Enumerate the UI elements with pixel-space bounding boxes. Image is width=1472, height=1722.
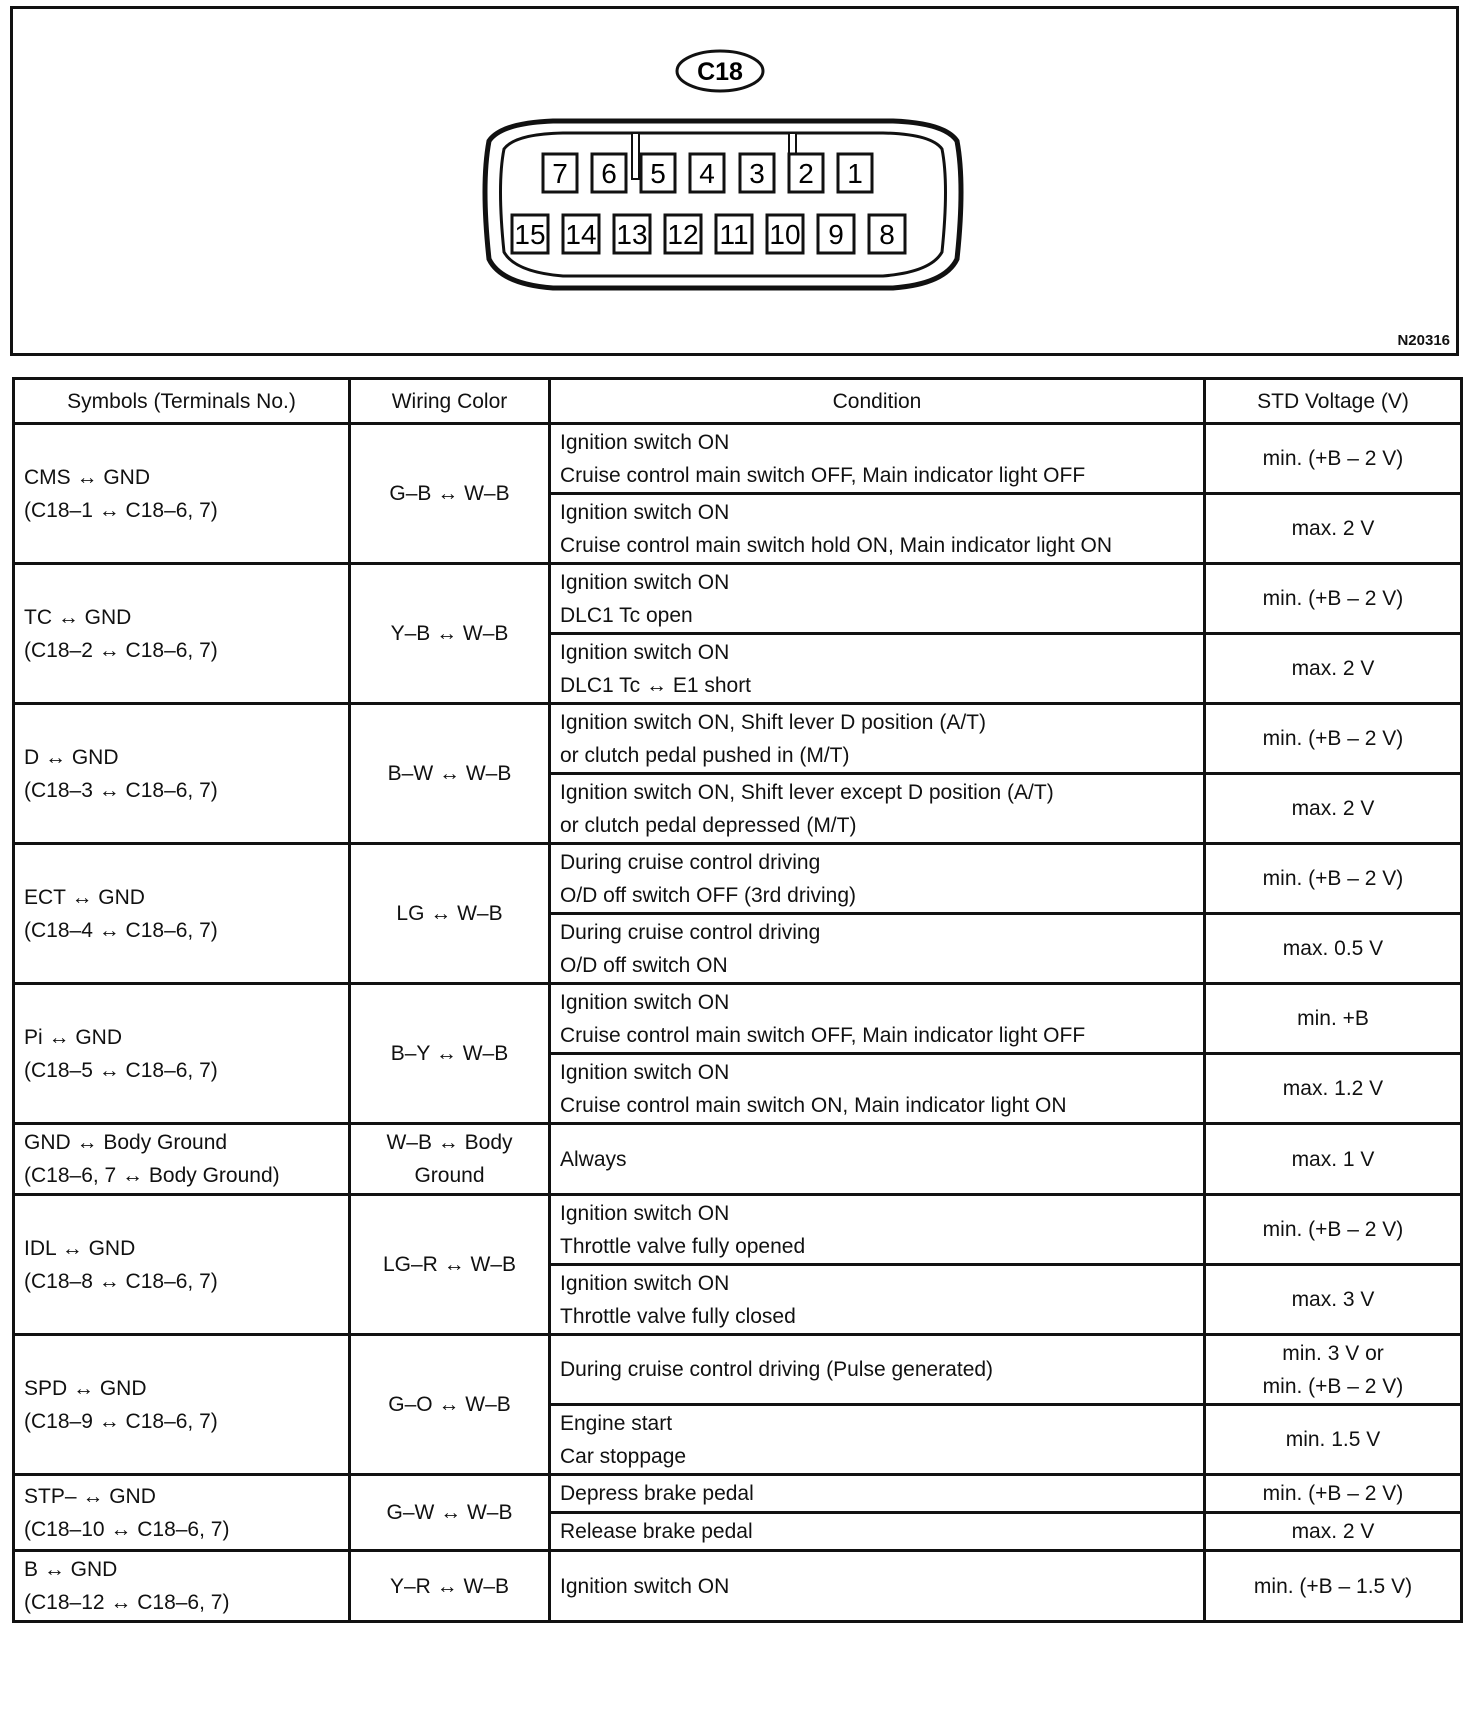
voltage-line: min. 1.5 V xyxy=(1285,1428,1381,1451)
terminal-10-label: 10 xyxy=(769,219,801,250)
condition-line: Cruise control main switch OFF, Main indicator light OFF xyxy=(560,1023,1086,1047)
symbol-line: (C18–4 ↔ C18–6, 7) xyxy=(24,918,218,942)
table-row xyxy=(14,1335,1462,1405)
condition-cell xyxy=(550,494,1205,564)
wiring-color-line: G–B ↔ W–B xyxy=(389,482,510,505)
terminal-9-label: 9 xyxy=(828,219,844,250)
condition-line: Release brake pedal xyxy=(560,1520,753,1543)
terminal-8-label: 8 xyxy=(879,219,895,250)
symbol-line: D ↔ GND xyxy=(24,745,119,769)
condition-cell xyxy=(550,1475,1205,1513)
voltage-cell xyxy=(1205,1195,1462,1265)
symbol-line: CMS ↔ GND xyxy=(24,465,150,489)
table-header-row xyxy=(14,379,1462,424)
key-tab-left xyxy=(632,133,639,179)
table-row xyxy=(14,1551,1462,1622)
symbol-line: (C18–1 ↔ C18–6, 7) xyxy=(24,498,218,522)
voltage-line: min. (+B – 2 V) xyxy=(1262,1482,1404,1505)
voltage-cell xyxy=(1205,984,1462,1054)
wiring-color-line: Y–R ↔ W–B xyxy=(389,1574,510,1598)
header-condition: Condition xyxy=(550,379,1205,424)
terminal-6-label: 6 xyxy=(601,158,617,189)
terminal-11-label: 11 xyxy=(719,219,749,250)
header-std-voltage: STD Voltage (V) xyxy=(1205,379,1462,424)
condition-line: O/D off switch ON xyxy=(560,953,728,977)
voltage-cell xyxy=(1205,1551,1462,1622)
condition-cell xyxy=(550,1124,1205,1195)
condition-line: During cruise control driving (Pulse generated) xyxy=(560,1358,994,1381)
table-row xyxy=(14,1475,1462,1513)
condition-line: Ignition switch ON xyxy=(560,500,730,524)
condition-line: Ignition switch ON xyxy=(560,1574,730,1598)
condition-cell xyxy=(550,1054,1205,1124)
terminal-7-label: 7 xyxy=(552,158,568,189)
wiring-color-line: LG ↔ W–B xyxy=(396,902,503,925)
voltage-line: min. (+B – 2 V) xyxy=(1262,1374,1404,1398)
voltage-cell xyxy=(1205,1054,1462,1124)
terminal-5-label: 5 xyxy=(650,158,666,189)
condition-cell xyxy=(550,1513,1205,1551)
condition-line: Ignition switch ON xyxy=(560,1060,730,1084)
connector-label: C18 xyxy=(697,58,743,86)
header-wiring-color: Wiring Color xyxy=(350,379,550,424)
condition-line: Always xyxy=(560,1147,627,1171)
wiring-color-cell xyxy=(350,1475,550,1551)
condition-cell xyxy=(550,914,1205,984)
voltage-cell xyxy=(1205,1475,1462,1513)
condition-line: Cruise control main switch OFF, Main indicator light OFF xyxy=(560,463,1086,487)
condition-cell xyxy=(550,844,1205,914)
terminal-2-label: 2 xyxy=(798,158,814,189)
symbol-cell xyxy=(14,844,350,984)
table-row xyxy=(14,564,1462,634)
symbol-cell xyxy=(14,1475,350,1551)
terminal-13-label: 13 xyxy=(616,219,648,250)
condition-cell xyxy=(550,704,1205,774)
wiring-color-cell xyxy=(350,984,550,1124)
condition-cell xyxy=(550,1195,1205,1265)
symbol-cell xyxy=(14,1124,350,1195)
wiring-color-line: LG–R ↔ W–B xyxy=(382,1253,517,1276)
symbol-line: (C18–6, 7 ↔ Body Ground) xyxy=(24,1164,280,1187)
condition-cell xyxy=(550,424,1205,494)
voltage-cell xyxy=(1205,704,1462,774)
wiring-color-line: B–W ↔ W–B xyxy=(387,762,512,785)
condition-line: Ignition switch ON, Shift lever except D position (A/T) xyxy=(560,780,1054,804)
symbol-cell xyxy=(14,1335,350,1475)
voltage-line: max. 2 V xyxy=(1291,1520,1375,1543)
condition-line: Ignition switch ON xyxy=(560,1271,730,1295)
terminal-14-label: 14 xyxy=(565,219,597,250)
table-row xyxy=(14,424,1462,494)
symbol-line: (C18–9 ↔ C18–6, 7) xyxy=(24,1409,218,1433)
symbol-line: TC ↔ GND xyxy=(24,605,132,629)
terminal-4-label: 4 xyxy=(699,158,715,189)
symbol-line: (C18–5 ↔ C18–6, 7) xyxy=(24,1058,218,1082)
voltage-line: min. (+B – 2 V) xyxy=(1262,587,1404,610)
wiring-color-cell xyxy=(350,1335,550,1475)
voltage-line: min. (+B – 1.5 V) xyxy=(1253,1574,1413,1598)
wiring-color-cell xyxy=(350,1124,550,1195)
symbol-cell xyxy=(14,1551,350,1622)
condition-cell xyxy=(550,1265,1205,1335)
figure-code: N20316 xyxy=(1397,332,1450,349)
table-row xyxy=(14,1195,1462,1265)
voltage-line: max. 2 V xyxy=(1291,657,1375,680)
voltage-spec-table xyxy=(12,377,1463,1623)
condition-cell xyxy=(550,1405,1205,1475)
wiring-color-cell xyxy=(350,844,550,984)
wiring-color-line: W–B ↔ Body xyxy=(386,1131,513,1154)
connector-diagram xyxy=(10,6,1459,356)
wiring-color-cell xyxy=(350,1551,550,1622)
condition-line: Ignition switch ON xyxy=(560,990,730,1014)
condition-line: Engine start xyxy=(560,1411,673,1435)
symbol-line: STP– ↔ GND xyxy=(24,1484,156,1508)
voltage-line: max. 1.2 V xyxy=(1282,1077,1384,1100)
wiring-color-cell xyxy=(350,424,550,564)
condition-line: Cruise control main switch ON, Main indicator light ON xyxy=(560,1093,1067,1117)
terminal-group xyxy=(512,154,905,253)
symbol-line: (C18–3 ↔ C18–6, 7) xyxy=(24,778,218,802)
condition-cell xyxy=(550,1551,1205,1622)
symbol-line: ECT ↔ GND xyxy=(24,885,145,909)
voltage-line: min. (+B – 2 V) xyxy=(1262,727,1404,750)
condition-line: Ignition switch ON xyxy=(560,1201,730,1225)
table-body xyxy=(14,424,1462,1622)
symbol-line: IDL ↔ GND xyxy=(24,1236,136,1260)
voltage-cell xyxy=(1205,494,1462,564)
voltage-line: max. 0.5 V xyxy=(1282,937,1384,960)
voltage-line: max. 2 V xyxy=(1291,517,1375,540)
condition-line: DLC1 Tc open xyxy=(560,603,693,627)
voltage-line: max. 3 V xyxy=(1291,1288,1375,1311)
wiring-color-cell xyxy=(350,564,550,704)
voltage-line: min. (+B – 2 V) xyxy=(1262,1218,1404,1241)
symbol-line: (C18–2 ↔ C18–6, 7) xyxy=(24,638,218,662)
condition-cell xyxy=(550,984,1205,1054)
wiring-color-line: B–Y ↔ W–B xyxy=(390,1042,509,1065)
voltage-cell xyxy=(1205,1265,1462,1335)
voltage-cell xyxy=(1205,634,1462,704)
symbol-cell xyxy=(14,424,350,564)
wiring-color-line: Y–B ↔ W–B xyxy=(390,622,509,645)
voltage-cell xyxy=(1205,564,1462,634)
condition-cell xyxy=(550,774,1205,844)
symbol-cell xyxy=(14,984,350,1124)
voltage-cell xyxy=(1205,1124,1462,1195)
voltage-cell xyxy=(1205,914,1462,984)
wiring-color-line: G–W ↔ W–B xyxy=(386,1501,513,1524)
symbol-line: (C18–10 ↔ C18–6, 7) xyxy=(24,1517,230,1541)
condition-line: Ignition switch ON, Shift lever D position (A/T) xyxy=(560,710,986,734)
wiring-color-line: Ground xyxy=(414,1164,485,1187)
voltage-cell xyxy=(1205,1513,1462,1551)
voltage-line: max. 1 V xyxy=(1291,1147,1375,1171)
table-row xyxy=(14,844,1462,914)
condition-line: Ignition switch ON xyxy=(560,430,730,454)
condition-line: Throttle valve fully closed xyxy=(560,1304,796,1328)
condition-line: O/D off switch OFF (3rd driving) xyxy=(560,883,857,907)
header-symbols: Symbols (Terminals No.) xyxy=(14,379,350,424)
condition-line: Cruise control main switch hold ON, Main indicator light ON xyxy=(560,533,1113,557)
condition-line: Throttle valve fully opened xyxy=(560,1234,806,1258)
voltage-cell xyxy=(1205,424,1462,494)
voltage-line: min. 3 V or xyxy=(1282,1341,1384,1365)
symbol-cell xyxy=(14,564,350,704)
table-row xyxy=(14,1124,1462,1195)
symbol-line: B ↔ GND xyxy=(24,1558,118,1581)
symbol-line: (C18–8 ↔ C18–6, 7) xyxy=(24,1269,218,1293)
symbol-line: GND ↔ Body Ground xyxy=(24,1131,228,1154)
condition-cell xyxy=(550,564,1205,634)
condition-line: Depress brake pedal xyxy=(560,1482,754,1505)
symbol-line: Pi ↔ GND xyxy=(24,1025,123,1049)
condition-line: DLC1 Tc ↔ E1 short xyxy=(560,673,752,697)
symbol-cell xyxy=(14,704,350,844)
terminal-1-label: 1 xyxy=(847,158,863,189)
condition-cell xyxy=(550,634,1205,704)
table-row xyxy=(14,984,1462,1054)
voltage-cell xyxy=(1205,1335,1462,1405)
condition-cell xyxy=(550,1335,1205,1405)
terminal-12-label: 12 xyxy=(667,219,699,250)
symbol-line: SPD ↔ GND xyxy=(24,1376,147,1400)
terminal-3-label: 3 xyxy=(749,158,765,189)
wiring-color-cell xyxy=(350,1195,550,1335)
voltage-line: max. 2 V xyxy=(1291,797,1375,820)
wiring-color-cell xyxy=(350,704,550,844)
voltage-line: min. +B xyxy=(1297,1007,1369,1030)
voltage-line: min. (+B – 2 V) xyxy=(1262,867,1404,890)
voltage-cell xyxy=(1205,844,1462,914)
connector-housing-outer xyxy=(485,121,961,288)
terminal-15-label: 15 xyxy=(514,219,546,250)
wiring-color-line: G–O ↔ W–B xyxy=(388,1393,511,1416)
table-row xyxy=(14,704,1462,774)
voltage-line: min. (+B – 2 V) xyxy=(1262,447,1404,470)
condition-line: or clutch pedal pushed in (M/T) xyxy=(560,743,850,767)
condition-line: Ignition switch ON xyxy=(560,640,730,664)
condition-line: During cruise control driving xyxy=(560,850,821,874)
symbol-cell xyxy=(14,1195,350,1335)
voltage-cell xyxy=(1205,1405,1462,1475)
condition-line: During cruise control driving xyxy=(560,920,821,944)
condition-line: Ignition switch ON xyxy=(560,570,730,594)
condition-line: or clutch pedal depressed (M/T) xyxy=(560,813,857,837)
symbol-line: (C18–12 ↔ C18–6, 7) xyxy=(24,1591,230,1614)
connector-drawing xyxy=(13,9,1456,353)
voltage-cell xyxy=(1205,774,1462,844)
condition-line: Car stoppage xyxy=(560,1444,687,1468)
